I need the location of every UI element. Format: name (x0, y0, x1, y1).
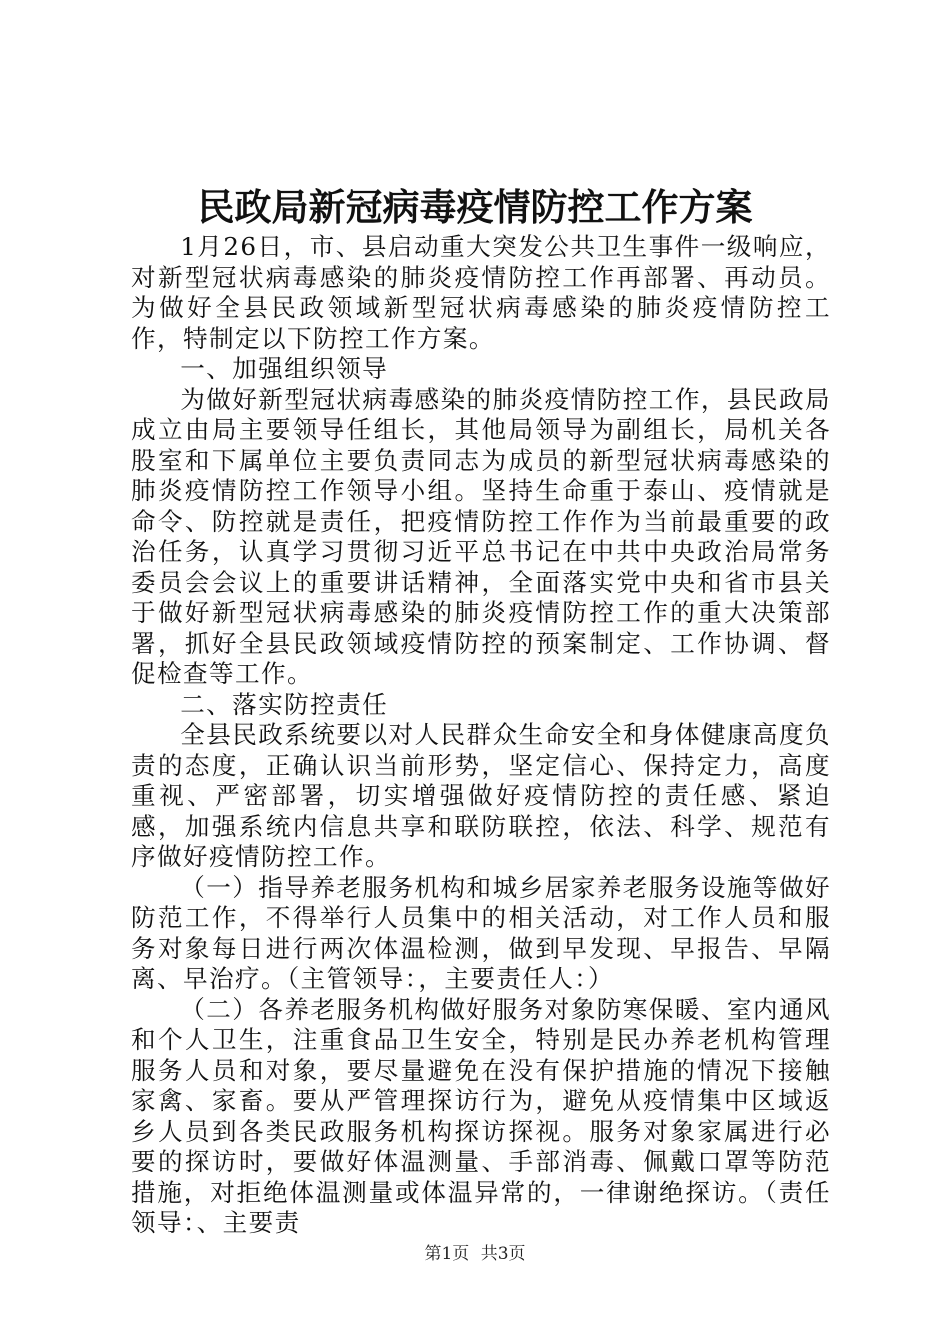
item-1-paragraph: （一）指导养老服务机构和城乡居家养老服务设施等做好防范工作，不得举行人员集中的相关活动，对工作人员和服务对象每日进行两次体温检测，做到早发现、早报告、早隔离、早治疗。（主管领导：，主要责任人：） (131, 872, 831, 993)
section-heading-2: 二、落实防控责任 (180, 689, 389, 719)
page-total: 共3页 (480, 1244, 526, 1264)
section-2-paragraph: 全县民政系统要以对人民群众生命安全和身体健康高度负责的态度，正确认识当前形势，坚定信心、保持定力，高度重视、严密部署，切实增强做好疫情防控的责任感、紧迫感，加强系统内信息共享和联防联控，依法、科学、规范有序做好疫情防控工作。 (131, 720, 831, 871)
intro-paragraph: 1月26日，市、县启动重大突发公共卫生事件一级响应，对新型冠状病毒感染的肺炎疫情防控工作再部署、再动员。为做好全县民政领域新型冠状病毒感染的肺炎疫情防控工作，特制定以下防控工作方案。 (131, 232, 831, 353)
document-title: 民政局新冠病毒疫情防控工作方案 (197, 185, 753, 229)
page-footer (0, 1243, 950, 1265)
section-1-paragraph: 为做好新型冠状病毒感染的肺炎疫情防控工作，县民政局成立由局主要领导任组长，其他局领导为副组长，局机关各股室和下属单位主要负责同志为成员的新型冠状病毒感染的肺炎疫情防控工作领导小组。坚持生命重于泰山、疫情就是命令、防控就是责任，把疫情防控工作作为当前最重要的政治任务，认真学习贯彻习近平总书记在中共中央政治局常务委员会会议上的重要讲话精神，全面落实党中央和省市县关于做好新型冠状病毒感染的肺炎疫情防控工作的重大决策部署，抓好全县民政领域疫情防控的预案制定、工作协调、督促检查等工作。 (131, 384, 831, 688)
page-number: 第1页 (424, 1244, 470, 1264)
item-2-paragraph: （二）各养老服务机构做好服务对象防寒保暖、室内通风和个人卫生，注重食品卫生安全，特别是民办养老机构管理服务人员和对象，要尽量避免在没有保护措施的情况下接触家禽、家畜。要从严管理探访行为，避免从疫情集中区域返乡人员到各类民政服务机构探访探视。服务对象家属进行必要的探访时，要做好体温测量、手部消毒、佩戴口罩等防范措施，对拒绝体温测量或体温异常的，一律谢绝探访。（责任领导：、主要责 (131, 994, 831, 1237)
document-body (131, 232, 831, 1239)
section-heading-1: 一、加强组织领导 (180, 354, 389, 383)
